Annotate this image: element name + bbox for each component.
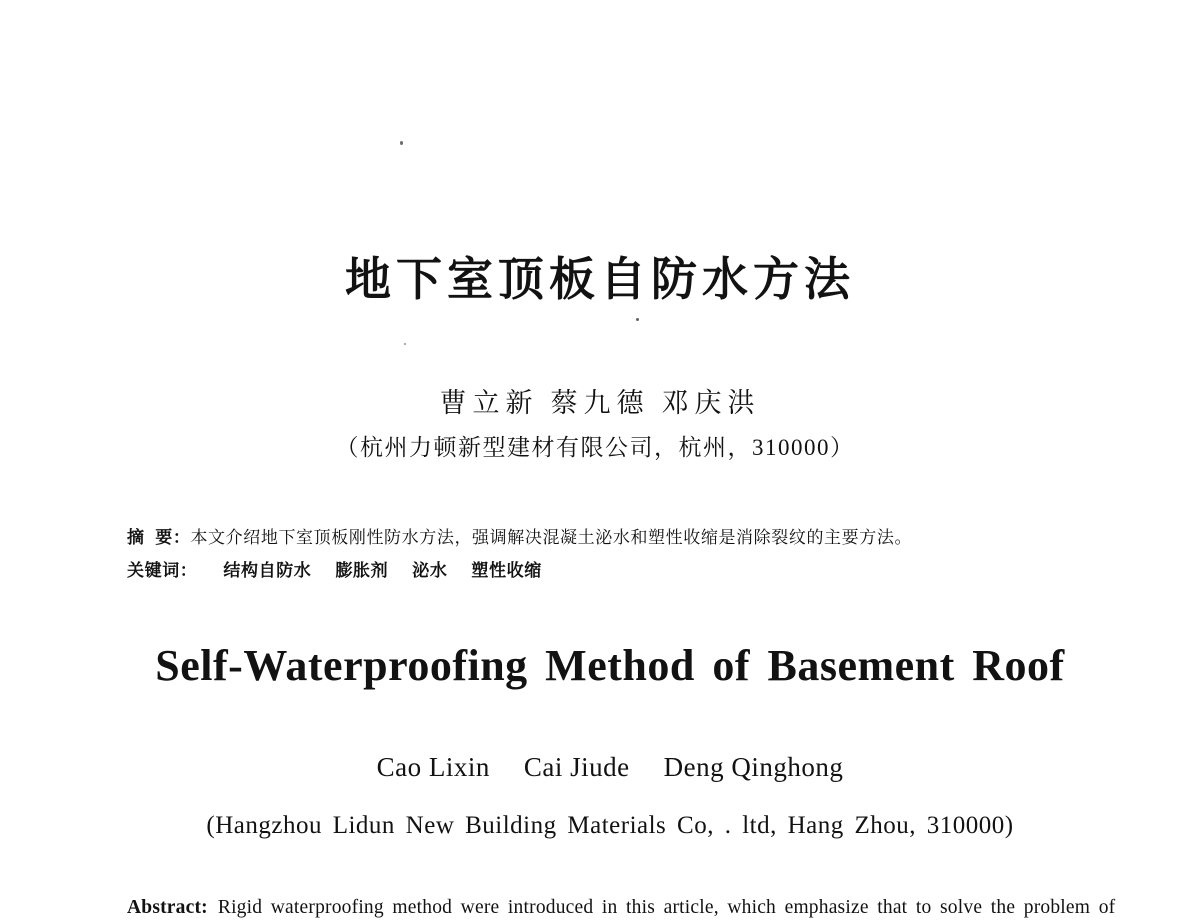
affiliation-english: (Hangzhou Lidun New Building Materials Co, . ltd, Hang Zhou, 310000) (206, 812, 1014, 839)
abstract-label-english: Abstract: (127, 897, 208, 918)
author-english: Cai Jiude (523, 752, 630, 782)
abstract-label-chinese: 摘 要： (127, 528, 191, 547)
keyword-chinese: 泌水 (412, 561, 448, 580)
scan-speck (400, 141, 403, 145)
authors-english (10, 752, 1200, 783)
affiliation-chinese: （杭州力顿新型建材有限公司，杭州，310000） (335, 435, 855, 460)
abstract-text-chinese: 本文介绍地下室顶板刚性防水方法，强调解决混凝土泌水和塑性收缩是消除裂纹的主要方法。 (190, 528, 913, 547)
author-english: Cao Lixin (376, 752, 490, 782)
abstract-text-english: Rigid waterproofing method were introduced in this article, which emphasize that to solve the problem of (217, 897, 1116, 918)
author-chinese: 蔡九德 (550, 388, 650, 418)
paper-title-english: Self-Waterproofing Method of Basement Roof (155, 641, 1065, 690)
keyword-chinese: 结构自防水 (223, 561, 312, 580)
author-chinese: 曹立新 (439, 388, 539, 418)
author-chinese: 邓庆洪 (661, 388, 761, 418)
abstract-english (127, 895, 1115, 920)
keywords-chinese (127, 556, 542, 581)
abstract-chinese (127, 523, 912, 548)
keywords-label-chinese: 关键词： (127, 561, 198, 580)
keyword-chinese: 塑性收缩 (471, 561, 542, 580)
keyword-chinese: 膨胀剂 (335, 561, 389, 580)
authors-chinese (0, 381, 1200, 420)
scan-speck (404, 343, 406, 345)
author-english: Deng Qinghong (663, 752, 844, 782)
scan-speck (636, 318, 639, 321)
paper-title-chinese: 地下室顶板自防水方法 (345, 253, 855, 305)
